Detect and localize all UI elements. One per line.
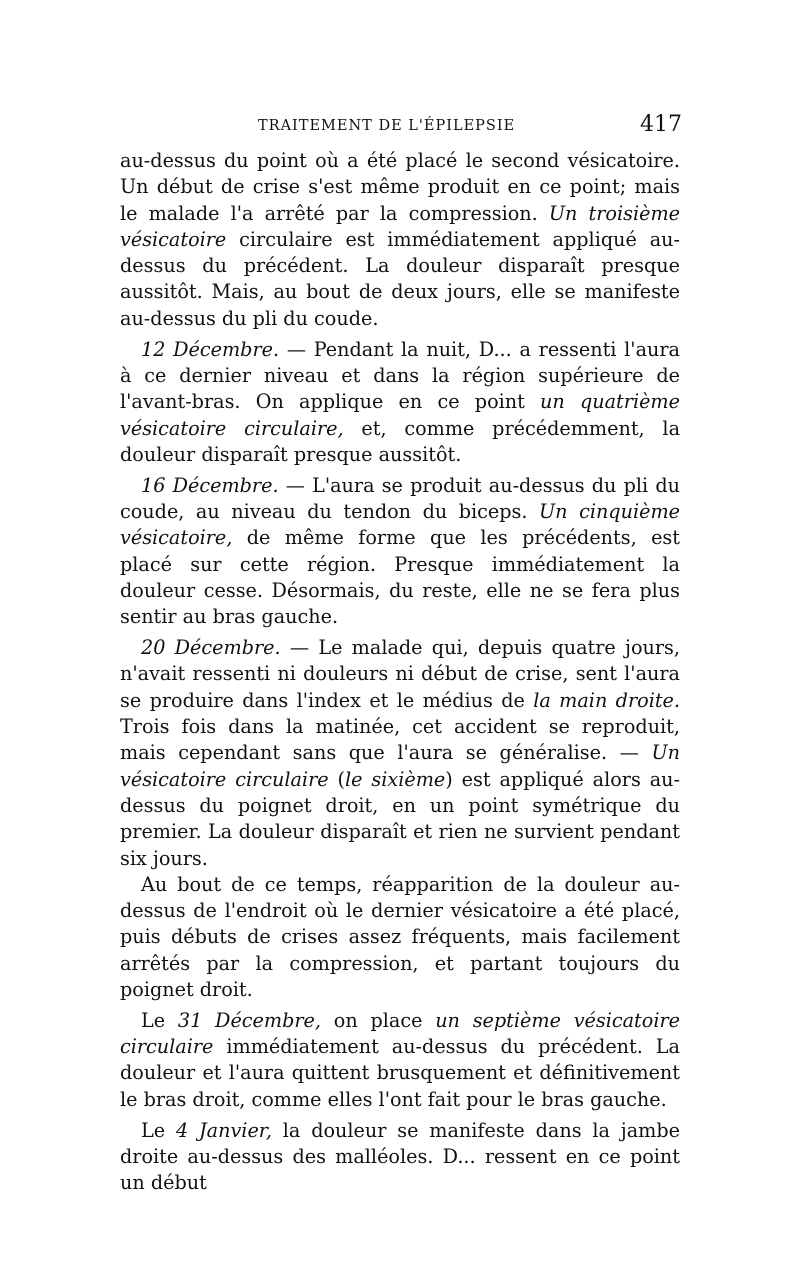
italic-run: la main droite. <box>533 688 680 712</box>
running-title: TRAITEMENT DE L'ÉPILEPSIE <box>258 118 516 134</box>
paragraph-7 <box>120 1118 680 1197</box>
entry-date: 31 Décembre, <box>177 1008 322 1032</box>
text-run: on place <box>321 1008 436 1032</box>
entry-date: 16 Décembre. <box>141 473 279 497</box>
paragraph-3 <box>120 473 680 631</box>
paragraph-4 <box>120 635 680 872</box>
italic-run: Un vésicatoire circulaire <box>120 741 680 791</box>
entry-date: 4 Janvier, <box>175 1118 272 1142</box>
italic-run: un quatrième vésicatoire circulaire, <box>120 390 680 440</box>
text-run: Le <box>141 1118 176 1142</box>
entry-date: 12 Décembre. <box>141 337 280 361</box>
italic-run: un septième vésicatoire circulaire <box>120 1008 680 1059</box>
text-run: ) est appliqué alors au-dessus du poignet droit, en un point symétrique du premier. La douleur disparaît et rien ne survient pendant six jours. <box>120 767 681 870</box>
italic-run: Un troisième vésicatoire <box>120 201 681 251</box>
page-content <box>120 112 680 1197</box>
text-run: de même forme que les précédents, est placé sur cette région. Presque immédiatement la douleur cesse. Désormais, du reste, elle ne se fera plus sentir au bras gauche. <box>120 526 680 629</box>
text-run: la douleur se manifeste dans la jambe droite au-dessus des malléoles. D... ressent en ce point un début <box>120 1118 681 1195</box>
text-run: circulaire est immédiatement appliqué au-dessus du précédent. La douleur disparaît presque aussitôt. Mais, au bout de deux jours, elle se manifeste au-dessus du pli du coude. <box>120 227 680 330</box>
text-run: ( <box>328 767 346 791</box>
page-number: 417 <box>640 112 682 137</box>
text-run: — Pendant la nuit, D... a ressenti l'aura à ce dernier niveau et dans la région supérieure de l'avant-bras. On applique en ce point <box>120 337 680 414</box>
text-run: au-dessus du point où a été placé le second vésicatoire. Un début de crise s'est même produit en ce point; mais le malade l'a arrêté par la compression. <box>120 149 680 225</box>
text-run: — Le malade qui, depuis quatre jours, n'avait ressenti ni douleurs ni début de crise, sent l'aura se produire dans l'index et le médius de <box>120 636 680 712</box>
text-run: — L'aura se produit au-dessus du pli du coude, au niveau du tendon du biceps. <box>120 473 680 524</box>
running-header <box>120 112 680 148</box>
italic-run: Un cinquième vésicatoire, <box>120 500 680 550</box>
text-run: Au bout de ce temps, réapparition de la douleur au-dessus de l'endroit où le dernier vésicatoire a été placé, puis débuts de crises assez fréquents, mais facilement arrêtés par la compression, et partant toujours du poignet droit. <box>120 872 680 1001</box>
paragraph-2 <box>120 337 680 468</box>
text-run: immédiatement au-dessus du précédent. La douleur et l'aura quittent brusquement et définitivement le bras droit, comme elles l'ont fait pour le bras gauche. <box>120 1035 680 1111</box>
entry-date: 20 Décembre. <box>141 636 281 660</box>
paragraph-6 <box>120 1008 680 1113</box>
text-run: Trois fois dans la matinée, cet accident se reproduit, mais cependant sans que l'aura se généralise. — <box>120 715 680 765</box>
text-run: et, comme précédemment, la douleur disparaît presque aussitôt. <box>120 416 681 466</box>
text-run: Le <box>141 1008 178 1032</box>
paragraph-1 <box>120 148 680 332</box>
paragraph-5 <box>120 872 680 1003</box>
italic-run: le sixième <box>345 767 446 791</box>
